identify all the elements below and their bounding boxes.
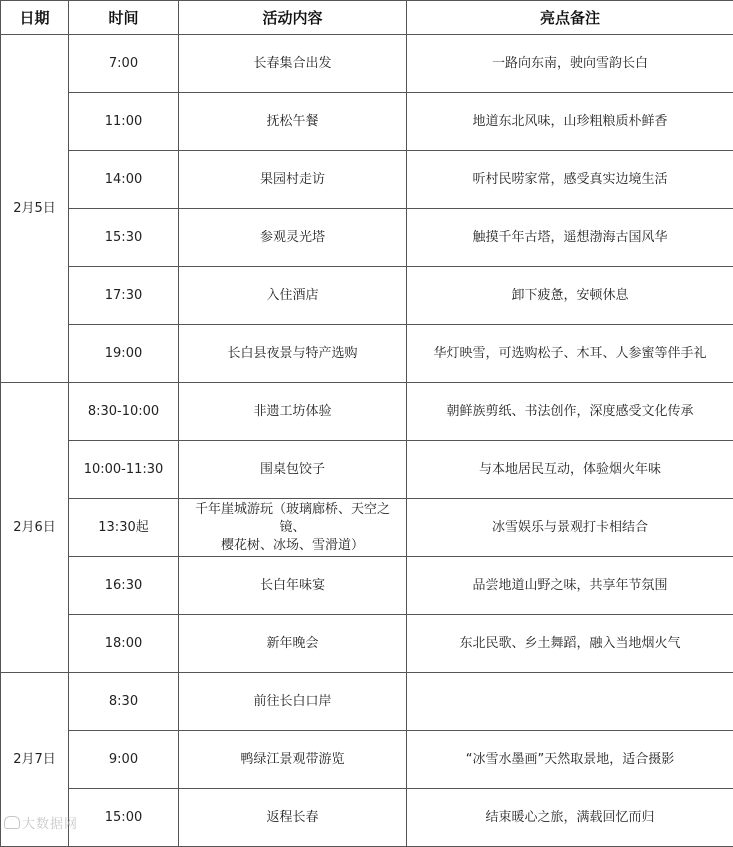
time-cell: 11:00 xyxy=(69,93,179,151)
table-row xyxy=(1,151,733,209)
activity-cell: 长白年味宴 xyxy=(179,557,407,615)
time-cell: 8:30 xyxy=(69,673,179,731)
time-cell: 7:00 xyxy=(69,35,179,93)
time-cell: 14:00 xyxy=(69,151,179,209)
notes-cell: 品尝地道山野之味，共享年节氛围 xyxy=(407,557,733,615)
watermark xyxy=(4,813,78,832)
header-row xyxy=(1,1,733,35)
table-row xyxy=(1,267,733,325)
notes-cell: 与本地居民互动，体验烟火年味 xyxy=(407,441,733,499)
table-row xyxy=(1,499,733,557)
time-cell: 9:00 xyxy=(69,731,179,789)
activity-cell: 新年晚会 xyxy=(179,615,407,673)
header-activity: 活动内容 xyxy=(179,1,407,35)
date-cell: 2月7日 xyxy=(1,673,69,847)
table-row xyxy=(1,93,733,151)
activity-line: 千年崖城游玩（玻璃廊桥、天空之镜、 xyxy=(183,501,402,537)
time-cell: 8:30-10:00 xyxy=(69,383,179,441)
notes-cell: 东北民歌、乡土舞蹈，融入当地烟火气 xyxy=(407,615,733,673)
table-row xyxy=(1,615,733,673)
table-row xyxy=(1,441,733,499)
notes-cell: 听村民唠家常，感受真实边境生活 xyxy=(407,151,733,209)
watermark-logo-icon xyxy=(4,816,20,829)
activity-cell xyxy=(179,499,407,557)
activity-cell: 返程长春 xyxy=(179,789,407,847)
table-row xyxy=(1,383,733,441)
notes-cell: 触摸千年古塔，遥想渤海古国风华 xyxy=(407,209,733,267)
time-cell: 16:30 xyxy=(69,557,179,615)
table-row xyxy=(1,731,733,789)
date-cell: 2月6日 xyxy=(1,383,69,673)
notes-cell: 地道东北风味，山珍粗粮质朴鲜香 xyxy=(407,93,733,151)
header-time: 时间 xyxy=(69,1,179,35)
activity-cell: 非遗工坊体验 xyxy=(179,383,407,441)
header-notes: 亮点备注 xyxy=(407,1,733,35)
activity-cell: 入住酒店 xyxy=(179,267,407,325)
table-row xyxy=(1,209,733,267)
activity-cell: 参观灵光塔 xyxy=(179,209,407,267)
notes-cell: 卸下疲惫，安顿休息 xyxy=(407,267,733,325)
notes-cell: 结束暖心之旅，满载回忆而归 xyxy=(407,789,733,847)
watermark-text: 大数据网 xyxy=(22,817,78,832)
activity-cell: 鸭绿江景观带游览 xyxy=(179,731,407,789)
activity-cell: 果园村走访 xyxy=(179,151,407,209)
notes-cell: 冰雪娱乐与景观打卡相结合 xyxy=(407,499,733,557)
activity-cell: 抚松午餐 xyxy=(179,93,407,151)
activity-cell: 围桌包饺子 xyxy=(179,441,407,499)
activity-line: 樱花树、冰场、雪滑道） xyxy=(183,537,402,555)
notes-cell: 一路向东南，驶向雪韵长白 xyxy=(407,35,733,93)
time-cell: 15:00 xyxy=(69,789,179,847)
activity-cell: 长春集合出发 xyxy=(179,35,407,93)
time-cell: 19:00 xyxy=(69,325,179,383)
time-cell: 13:30起 xyxy=(69,499,179,557)
table-row xyxy=(1,35,733,93)
notes-cell xyxy=(407,673,733,731)
table-row xyxy=(1,557,733,615)
notes-cell: 朝鲜族剪纸、书法创作，深度感受文化传承 xyxy=(407,383,733,441)
time-cell: 10:00-11:30 xyxy=(69,441,179,499)
header-date: 日期 xyxy=(1,1,69,35)
time-cell: 17:30 xyxy=(69,267,179,325)
table-row xyxy=(1,673,733,731)
activity-cell: 长白县夜景与特产选购 xyxy=(179,325,407,383)
notes-cell: “冰雪水墨画”天然取景地，适合摄影 xyxy=(407,731,733,789)
activity-cell: 前往长白口岸 xyxy=(179,673,407,731)
time-cell: 15:30 xyxy=(69,209,179,267)
time-cell: 18:00 xyxy=(69,615,179,673)
date-cell: 2月5日 xyxy=(1,35,69,383)
table-row xyxy=(1,789,733,847)
table-row xyxy=(1,325,733,383)
notes-cell: 华灯映雪，可选购松子、木耳、人参蜜等伴手礼 xyxy=(407,325,733,383)
